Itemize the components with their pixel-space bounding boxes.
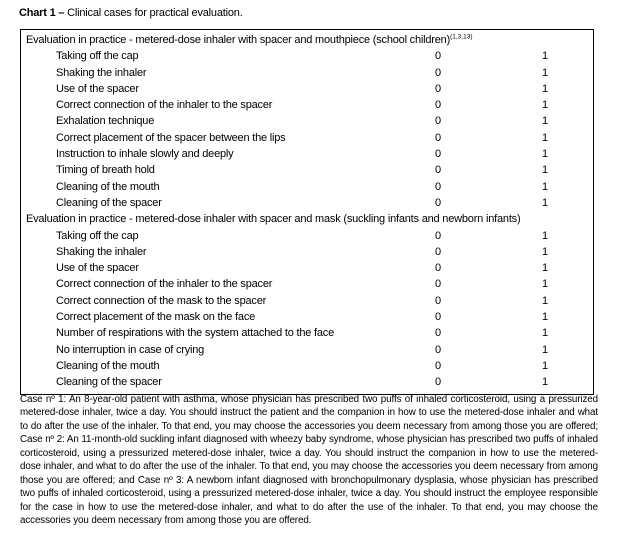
row-label: Timing of breath hold [56, 164, 155, 177]
score-1: 1 [542, 50, 548, 63]
table-row [21, 293, 593, 309]
table-row [21, 342, 593, 358]
score-0: 0 [435, 50, 441, 63]
row-label: Cleaning of the mouth [56, 359, 160, 372]
score-1: 1 [542, 82, 548, 95]
table-row [21, 244, 593, 260]
row-label: Shaking the inhaler [56, 66, 147, 79]
table-row [21, 162, 593, 178]
score-0: 0 [435, 66, 441, 79]
score-0: 0 [435, 327, 441, 340]
section-header-mask [21, 211, 593, 227]
table-row [21, 374, 593, 390]
score-0: 0 [435, 376, 441, 389]
score-1: 1 [542, 343, 548, 356]
row-label: Use of the spacer [56, 82, 139, 95]
score-1: 1 [542, 164, 548, 177]
score-0: 0 [435, 82, 441, 95]
row-label: Correct placement of the mask on the face [56, 311, 256, 324]
row-label: Cleaning of the mouth [56, 180, 160, 193]
score-1: 1 [542, 148, 548, 161]
score-1: 1 [542, 115, 548, 128]
table-row [21, 146, 593, 162]
score-1: 1 [542, 359, 548, 372]
score-1: 1 [542, 196, 548, 209]
score-1: 1 [542, 245, 548, 258]
score-1: 1 [542, 66, 548, 79]
figure-caption-label: Chart 1 – [19, 7, 65, 19]
table-row [21, 358, 593, 374]
score-0: 0 [435, 164, 441, 177]
score-0: 0 [435, 148, 441, 161]
row-label: Shaking the inhaler [56, 245, 147, 258]
score-1: 1 [542, 131, 548, 144]
row-label: Correct connection of the inhaler to the spacer [56, 99, 273, 112]
table-row [21, 325, 593, 341]
figure-caption [19, 7, 243, 19]
score-1: 1 [542, 278, 548, 291]
row-label: Correct placement of the spacer between the lips [56, 131, 286, 144]
score-1: 1 [542, 229, 548, 242]
citation-superscript: (1,3,13) [450, 33, 473, 41]
row-label: Correct connection of the mask to the spacer [56, 294, 267, 307]
score-1: 1 [542, 311, 548, 324]
row-label: Correct connection of the inhaler to the spacer [56, 278, 273, 291]
figure-caption-text: Clinical cases for practical evaluation. [64, 7, 243, 19]
score-0: 0 [435, 180, 441, 193]
score-1: 1 [542, 180, 548, 193]
table-row [21, 260, 593, 276]
score-0: 0 [435, 99, 441, 112]
score-0: 0 [435, 278, 441, 291]
table-row [21, 309, 593, 325]
table-row [21, 195, 593, 211]
score-0: 0 [435, 294, 441, 307]
row-label: Exhalation technique [56, 115, 155, 128]
row-label: Use of the spacer [56, 262, 139, 275]
score-0: 0 [435, 115, 441, 128]
score-0: 0 [435, 229, 441, 242]
score-0: 0 [435, 245, 441, 258]
section-header-text: Evaluation in practice - metered-dose inhaler with spacer and mouthpiece (school children) [26, 34, 451, 46]
score-0: 0 [435, 359, 441, 372]
score-1: 1 [542, 376, 548, 389]
case-descriptions: Case nº 1: An 8-year-old patient with asthma, whose physician has prescribed two puffs of inhaled corticosteroid, using a pressurized metered-dose inhaler, twice a day. You should instruct the patient and the companion in how to use the metered-dose inhaler and what to do after the use of the inhaler. To that end, you may choose the accessories you deem necessary from among those you are offered; Case nº 2: An 11-month-old suckling infant diagnosed with wheezy baby syndrome, whose physician has prescribed two puffs of inhaled corticosteroid, using a pressurized metered-dose inhaler, twice a day. You should instruct the companion in how to use the metered-dose inhaler, and what to do after the use of the inhaler. To that end, you may choose the accessories you deem necessary from among those you are offered; and Case nº 3: A newborn infant diagnosed with bronchopulmonary dysplasia, whose physician has prescribed two puffs of inhaled corticosteroid, using a pressurized metered-dose inhaler, twice a day. You should instruct the employee responsible for the case in how to use the metered-dose inhaler, and what to do after the use of the inhaler. To that end, you may choose the accessories you deem necessary from among those you are offered. [20, 394, 598, 527]
table-row [21, 97, 593, 113]
row-label: No interruption in case of crying [56, 343, 205, 356]
table-row [21, 65, 593, 81]
score-0: 0 [435, 196, 441, 209]
row-label: Number of respirations with the system attached to the face [56, 327, 335, 340]
score-1: 1 [542, 99, 548, 112]
score-0: 0 [435, 262, 441, 275]
row-label: Cleaning of the spacer [56, 196, 162, 209]
table-row [21, 228, 593, 244]
table-row [21, 81, 593, 97]
score-0: 0 [435, 131, 441, 144]
score-1: 1 [542, 262, 548, 275]
table-row [21, 276, 593, 292]
section-header-mouthpiece [21, 32, 593, 48]
score-0: 0 [435, 311, 441, 324]
score-1: 1 [542, 294, 548, 307]
table-row [21, 113, 593, 129]
section-header-text: Evaluation in practice - metered-dose inhaler with spacer and mask (suckling infants and newborn infants) [26, 213, 521, 226]
table-row [21, 130, 593, 146]
score-1: 1 [542, 327, 548, 340]
evaluation-table [20, 29, 594, 395]
table-row [21, 179, 593, 195]
row-label: Taking off the cap [56, 229, 139, 242]
row-label: Instruction to inhale slowly and deeply [56, 148, 234, 161]
score-0: 0 [435, 343, 441, 356]
table-row [21, 48, 593, 64]
row-label: Cleaning of the spacer [56, 376, 162, 389]
row-label: Taking off the cap [56, 50, 139, 63]
